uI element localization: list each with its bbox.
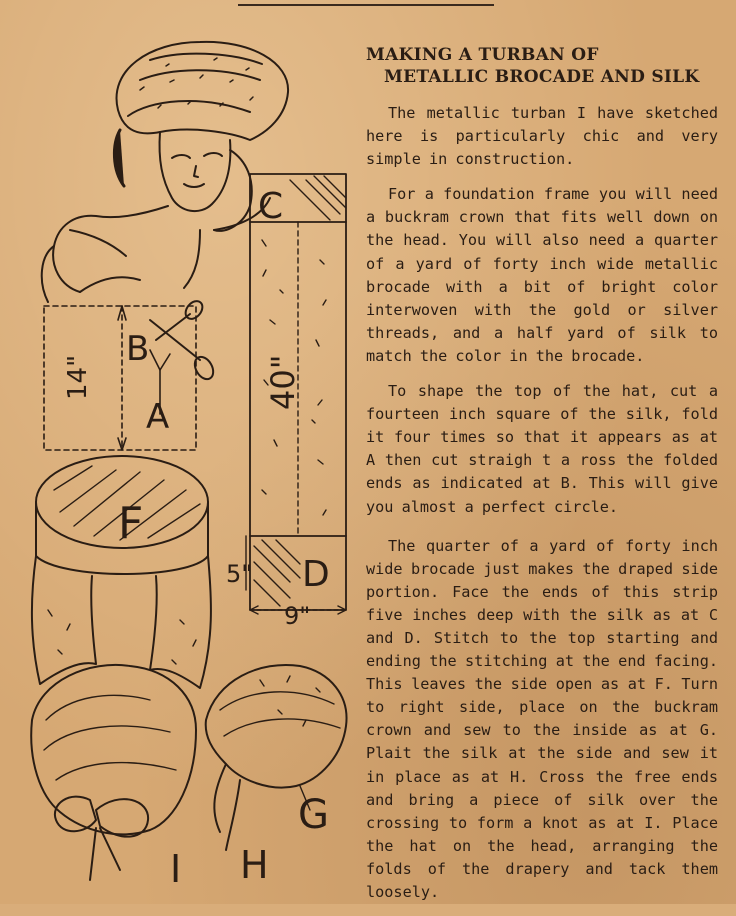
article-title [366, 44, 718, 88]
label-a: A [146, 397, 170, 437]
dimension-square: 14" [63, 354, 93, 400]
title-line-2: METALLIC BROCADE AND SILK [384, 67, 700, 87]
label-b: B [126, 329, 150, 369]
label-d: D [302, 554, 330, 595]
paragraph-top-shaping: To shape the top of the hat, cut a fourteen inch square of the silk, fold it four times so that it appears as at A then cut straigh t a ross the folded ends as indicated at B. This will give you almost a perfect circle. [366, 382, 718, 516]
dimension-strip: 40" [264, 354, 302, 410]
paragraph-materials: For a foundation frame you will need a buckram crown that fits well down on the head. You will also need a quarter of a yard of forty inch wide metallic brocade with a bit of bright color interwoven with the gold or silver threads, and a half yard of silk to match the color in the brocade. [366, 185, 718, 365]
dimension-facing: 5" [226, 560, 253, 588]
crown-diagram [32, 456, 211, 688]
top-rule [238, 4, 494, 6]
label-h: H [240, 843, 269, 887]
title-line-1: MAKING A TURBAN OF [366, 45, 599, 65]
label-i: I [170, 847, 182, 891]
article-column [366, 44, 718, 916]
paragraph-assembly: The quarter of a yard of forty inch wide brocade just makes the draped side portion. Face the ends of this strip five inches deep with the silk as at C and D. Stitch to the top starting and ending the stitching at the end facing. This leaves the side open as at F. Turn to right side, place on the buckram crown and sew to the inside as at G. Plait the silk at the side and sew it in place as at H. Cross the free ends and bring a piece of silk over the crossing to form a knot as at I. Place the hat on the head, arranging the folds of the drapery and tack them loosely. [366, 536, 718, 901]
label-c: C [258, 186, 284, 227]
turban-illustration [0, 20, 362, 904]
paragraph-intro: The metallic turban I have sketched here is particularly chic and very simple in construction. [366, 104, 718, 169]
dimension-width: 9" [284, 602, 311, 630]
label-f: F [118, 498, 144, 549]
woman-portrait-drawing [42, 42, 288, 302]
label-g: G [298, 792, 329, 838]
